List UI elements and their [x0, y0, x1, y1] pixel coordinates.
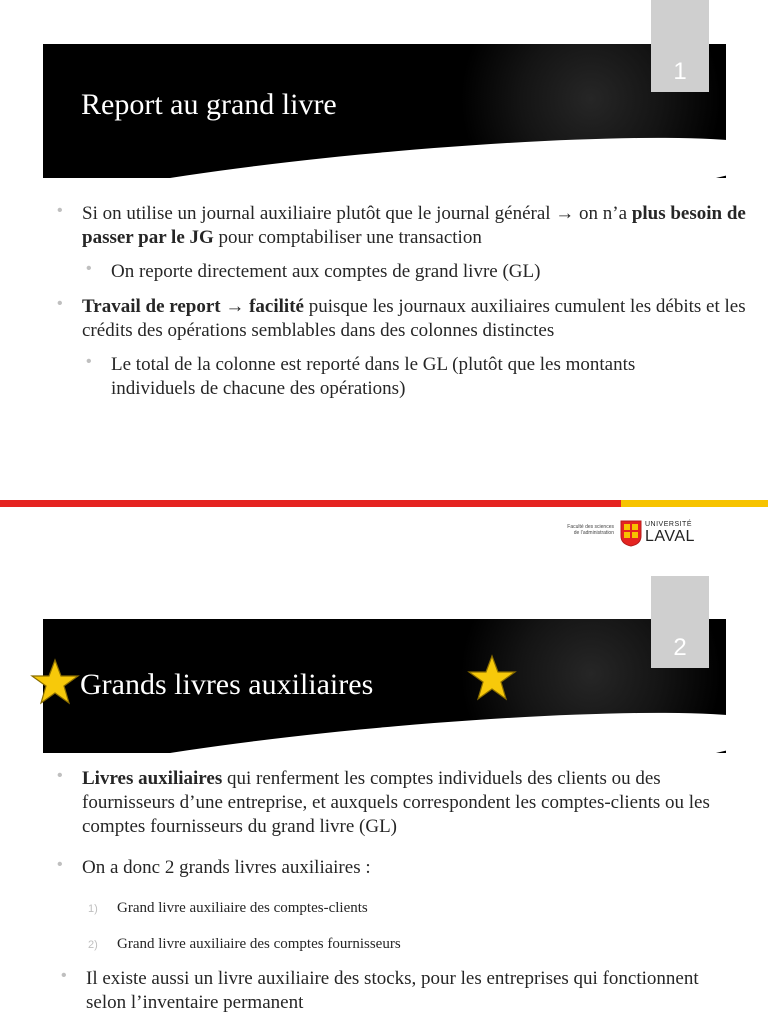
slide-number: 1 [673, 58, 687, 85]
bullet-bold-text: plus besoin de passer par le JG [82, 203, 746, 248]
bullet-dot: • [61, 967, 67, 984]
bullet-text: Si on utilise un journal auxiliaire plutôt que le journal général → on n’a [82, 203, 632, 224]
list-marker: 2) [88, 939, 98, 951]
bullet-dot: • [86, 260, 92, 277]
faculty-name [556, 524, 614, 536]
slide-number: 2 [673, 634, 687, 661]
bullet-dot: • [57, 856, 63, 873]
slide-number-tab [651, 576, 709, 668]
numbered-item-2 [88, 932, 717, 956]
bullet-dot: • [86, 353, 92, 370]
bullet-text: On a donc 2 grands livres auxiliaires : [82, 857, 371, 878]
footer-stripe-gold [621, 500, 768, 507]
bullet-text: Le total de la colonne est reporté dans le GL (plutôt que les montants individuels de chacune des opérations) [111, 354, 636, 399]
numbered-item-1 [88, 896, 717, 920]
university-logo-text [645, 521, 695, 545]
bullet-text: puisque les journaux auxiliaires cumulent les débits et les crédits des opérations semblables dans des colonnes distinctes [82, 296, 746, 341]
bullet-dot: • [57, 202, 63, 219]
slide-2 [0, 576, 768, 1024]
sub-bullet-1 [86, 260, 751, 284]
university-label: UNIVERSITÉ [645, 521, 693, 528]
list-item-text: Grand livre auxiliaire des comptes-clients [117, 900, 368, 916]
star-icon [467, 654, 517, 702]
bullet-1 [57, 767, 732, 839]
university-name: LAVAL [645, 528, 695, 545]
slide-title: Grands livres auxiliaires [80, 668, 374, 701]
slide-title: Report au grand livre [81, 88, 337, 121]
bullet-text: Il existe aussi un livre auxiliaire des stocks, pour les entreprises qui fonctionnent selon l’inventaire permanent [86, 968, 699, 1013]
faculty-line-1: Faculté des sciences [567, 524, 614, 530]
faculty-line-2: de l’administration [573, 530, 614, 536]
star-icon [30, 658, 80, 706]
footer-stripe [0, 500, 768, 507]
slide-number-tab [651, 0, 709, 92]
bullet-bold-text: Travail de report → facilité [82, 296, 304, 317]
bullet-bold-text: Livres auxiliaires [82, 768, 223, 789]
bullet-text: qui renferment les comptes individuels des clients ou des fournisseurs d’une entreprise, et auxquels correspondent les comptes-clients ou les comptes fournisseurs du grand livre (GL) [82, 768, 710, 837]
bullet-text: On reporte directement aux comptes de grand livre (GL) [111, 261, 541, 282]
list-marker: 1) [88, 903, 98, 915]
footer-stripe-red [0, 500, 621, 507]
bullet-2 [57, 295, 752, 343]
bullet-3 [61, 967, 706, 1015]
bullet-1 [57, 202, 752, 250]
bullet-text: pour comptabiliser une transaction [213, 227, 482, 248]
university-crest-icon [620, 520, 642, 547]
bullet-2 [57, 856, 732, 880]
sub-bullet-2 [86, 353, 721, 401]
list-item-text: Grand livre auxiliaire des comptes fournisseurs [117, 936, 401, 952]
bullet-dot: • [57, 767, 63, 784]
bullet-dot: • [57, 295, 63, 312]
